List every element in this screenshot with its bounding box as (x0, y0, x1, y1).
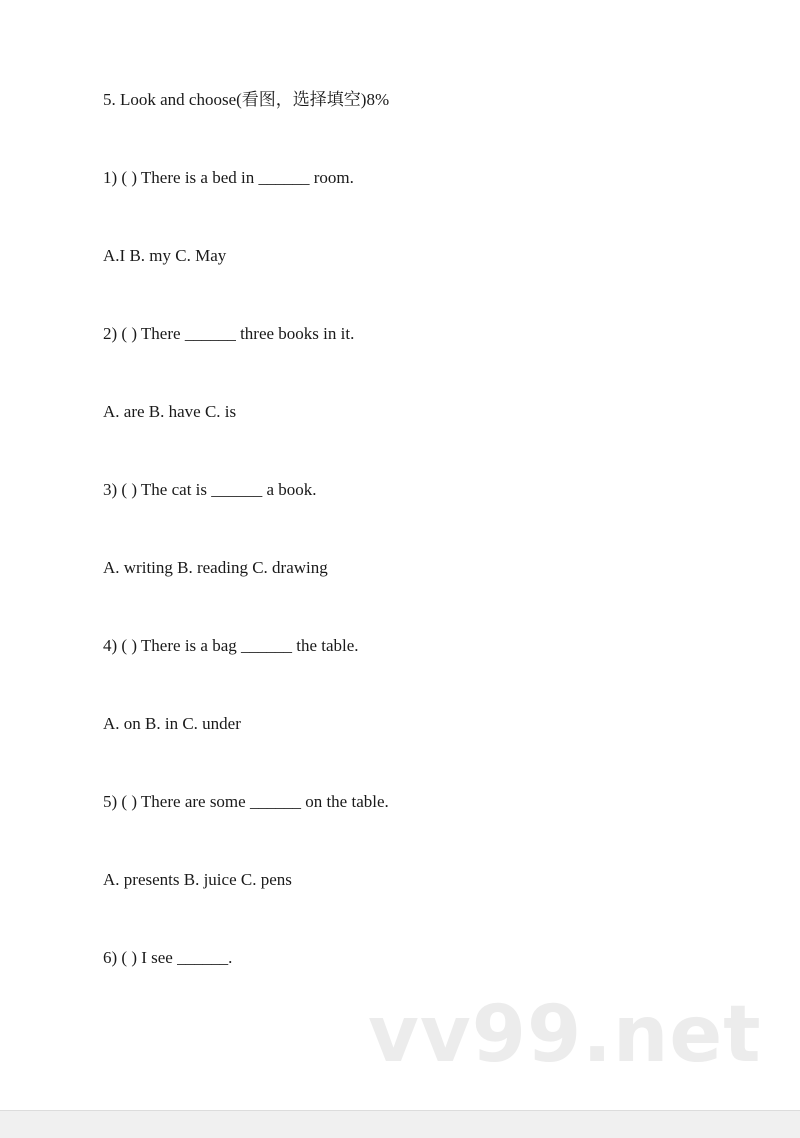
question-3: 3) ( ) The cat is ______ a book. (103, 480, 317, 499)
question-4-options: A. on B. in C. under (103, 714, 241, 733)
question-2-options: A. are B. have C. is (103, 402, 237, 421)
question-1-options: A.I B. my C. May (103, 246, 227, 265)
question-4: 4) ( ) There is a bag ______ the table. (103, 636, 359, 655)
question-1: 1) ( ) There is a bed in ______ room. (103, 168, 354, 187)
question-5-options: A. presents B. juice C. pens (103, 870, 292, 889)
question-6: 6) ( ) I see ______. (103, 948, 233, 967)
question-2: 2) ( ) There ______ three books in it. (103, 324, 355, 343)
page-bottom-edge (0, 1110, 800, 1138)
question-3-options: A. writing B. reading C. drawing (103, 558, 328, 577)
watermark: vv99.net (368, 990, 762, 1080)
section-heading: 5. Look and choose(看图，选择填空)8% (103, 90, 390, 109)
question-5: 5) ( ) There are some ______ on the table. (103, 792, 389, 811)
